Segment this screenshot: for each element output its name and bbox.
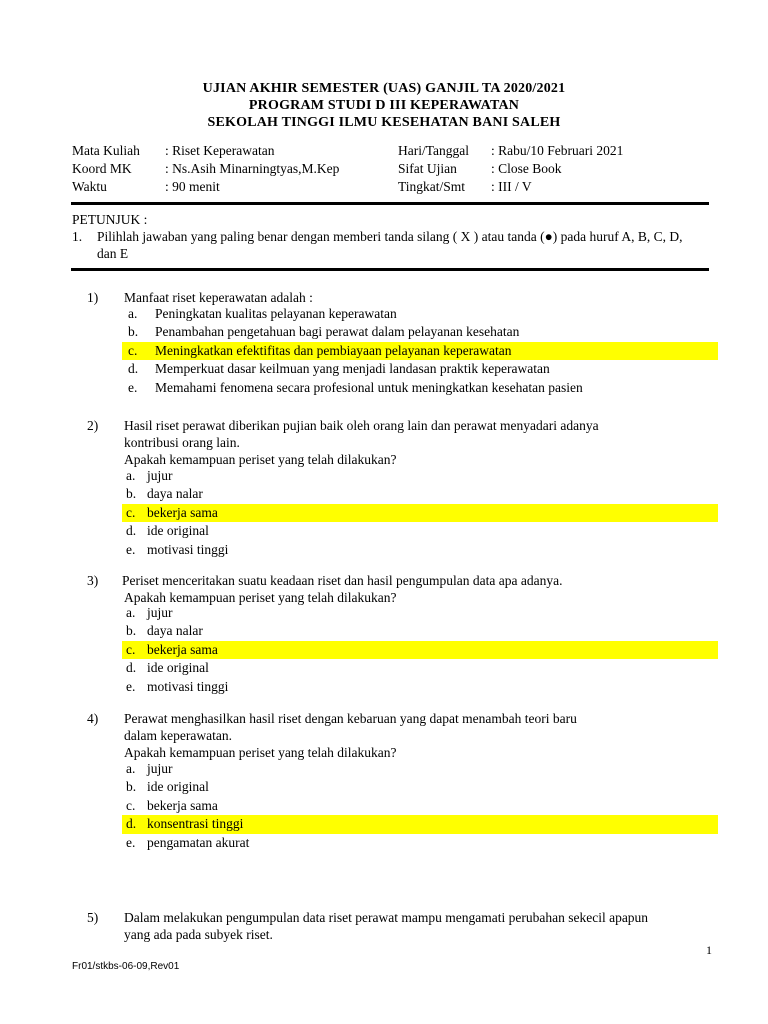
sifat-value: : Close Book	[491, 161, 562, 176]
instructions-number: 1.	[72, 229, 83, 244]
instructions-title: PETUNJUK :	[72, 212, 148, 227]
option-e[interactable]: e. pengamatan akurat	[126, 834, 250, 850]
question-number: 1)	[87, 290, 99, 305]
hari-value: : Rabu/10 Februari 2021	[491, 143, 624, 158]
instructions	[72, 211, 712, 261]
header-program: PROGRAM STUDI D III KEPERAWATAN	[248, 98, 520, 113]
exam-info	[72, 142, 712, 196]
question-text: Manfaat riset keperawatan adalah :	[124, 290, 313, 305]
question-number: 4)	[87, 711, 99, 726]
top-divider	[71, 202, 709, 205]
option-c-highlighted-answer[interactable]: c. bekerja sama	[122, 641, 718, 659]
option-b[interactable]: b. daya nalar	[126, 486, 203, 502]
tingkat-label: Tingkat/Smt	[398, 179, 466, 194]
question-text: Hasil riset perawat diberikan pujian baik oleh orang lain dan perawat menyadari adanya kontribusi orang lain. Apakah kemampuan periset yang telah dilakukan?	[124, 418, 599, 467]
sifat-label: Sifat Ujian	[398, 161, 457, 176]
waktu-label: Waktu	[72, 179, 107, 194]
question-text: Periset menceritakan suatu keadaan riset dan hasil pengumpulan data apa adanya. Apakah kemampuan periset yang telah dilakukan?	[122, 573, 563, 605]
option-d-highlighted-answer[interactable]: d. konsentrasi tinggi	[122, 815, 718, 833]
hari-label: Hari/Tanggal	[398, 143, 470, 158]
option-c-highlighted-answer[interactable]: c. Meningkatkan efektifitas dan pembiayaan pelayanan keperawatan	[122, 342, 718, 360]
option-d[interactable]: d. ide original	[126, 523, 209, 539]
mata-kuliah-value: : Riset Keperawatan	[165, 143, 275, 158]
option-e[interactable]: e. motivasi tinggi	[126, 678, 229, 694]
option-b[interactable]: b. daya nalar	[126, 623, 203, 639]
option-b[interactable]: b. ide original	[126, 779, 209, 795]
header-school: SEKOLAH TINGGI ILMU KESEHATAN BANI SALEH	[207, 115, 561, 130]
option-a[interactable]: a. jujur	[126, 761, 173, 776]
option-a[interactable]: a. jujur	[126, 605, 173, 620]
mata-kuliah-label: Mata Kuliah	[72, 143, 140, 158]
option-b[interactable]: b. Penambahan pengetahuan bagi perawat dalam pelayanan kesehatan	[128, 324, 520, 340]
bottom-divider	[71, 268, 709, 271]
option-c[interactable]: c. bekerja sama	[126, 797, 218, 813]
option-a[interactable]: a. jujur	[126, 468, 173, 483]
question-number: 5)	[87, 910, 99, 925]
option-d[interactable]: d. ide original	[126, 660, 209, 676]
exam-header	[0, 80, 768, 131]
question-number: 3)	[87, 573, 99, 588]
question-number: 2)	[87, 418, 99, 433]
koord-label: Koord MK	[72, 161, 132, 176]
instructions-text: Pilihlah jawaban yang paling benar dengan memberi tanda silang ( X ) atau tanda (●) pada huruf A, B, C, D, dan E	[97, 229, 683, 261]
option-d[interactable]: d. Memperkuat dasar keilmuan yang menjadi landasan praktik keperawatan	[128, 361, 550, 377]
option-c-highlighted-answer[interactable]: c. bekerja sama	[122, 504, 718, 522]
option-e[interactable]: e. Memahami fenomena secara profesional untuk meningkatkan kesehatan pasien	[128, 379, 583, 395]
option-a[interactable]: a. Peningkatan kualitas pelayanan keperawatan	[128, 306, 397, 321]
question-text: Perawat menghasilkan hasil riset dengan kebaruan yang dapat menambah teori baru dalam keperawatan. Apakah kemampuan periset yang telah dilakukan?	[124, 711, 577, 760]
header-title: UJIAN AKHIR SEMESTER (UAS) GANJIL TA 2020/2021	[202, 81, 566, 96]
waktu-value: : 90 menit	[165, 179, 220, 194]
document-code: Fr01/stkbs-06-09,Rev01	[72, 961, 180, 972]
question-text: Dalam melakukan pengumpulan data riset perawat mampu mengamati perubahan sekecil apapun yang ada pada subyek riset.	[124, 910, 649, 942]
option-e[interactable]: e. motivasi tinggi	[126, 541, 229, 557]
koord-value: : Ns.Asih Minarningtyas,M.Kep	[165, 161, 340, 176]
tingkat-value: : III / V	[491, 179, 532, 194]
page-number: 1	[706, 943, 712, 957]
